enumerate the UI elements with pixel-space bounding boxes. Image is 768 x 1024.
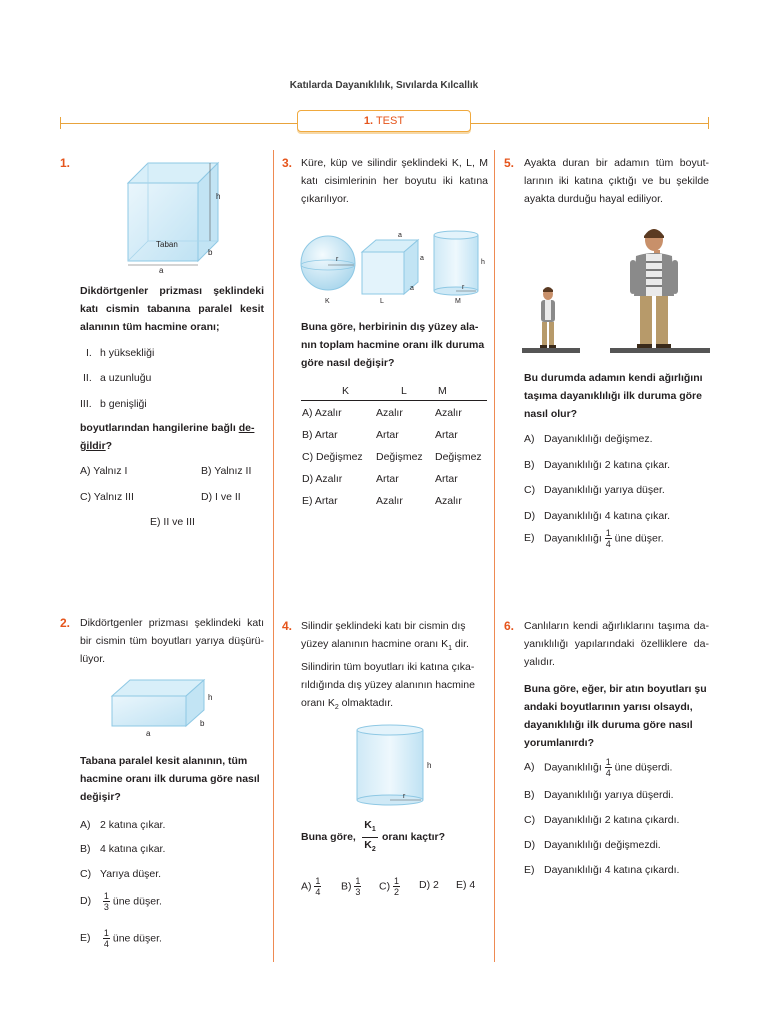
- fraction: $\frac{1}{2}$: [394, 876, 400, 897]
- svg-text:a: a: [398, 232, 402, 239]
- q4-option-d[interactable]: D) 2: [419, 879, 439, 891]
- prism-figure-tall: [110, 155, 250, 275]
- q4-option-e[interactable]: E) 4: [456, 879, 476, 891]
- q2-option-a[interactable]: A) 2 katına çıkar.: [80, 819, 166, 831]
- prism1-b-label: b: [208, 248, 213, 257]
- prism1-taban-label: Taban: [156, 240, 178, 249]
- svg-text:r: r: [462, 284, 465, 291]
- page-title: Katılarda Dayanıklılık, Sıvılarda Kılcallık: [289, 80, 479, 91]
- q5-option-c[interactable]: C) Dayanıklılığı yarıya düşer.: [524, 484, 665, 496]
- q5-option-e[interactable]: E) Dayanıklılığı $\frac{1}{4}$ üne düşer.: [524, 528, 664, 549]
- header-rule-left: [60, 123, 298, 124]
- q4-question: Buna göre, $K_1$ $K_2$ oranı kaçtır?: [301, 819, 446, 854]
- q3-option-b[interactable]: B) Artar: [302, 429, 338, 441]
- q3-option-d-l: Artar: [376, 473, 399, 485]
- svg-text:a: a: [420, 255, 424, 262]
- q5-question: Bu durumda adamın kendi ağırlığını taşıma dayanıklılığı ilk duruma göre nasıl olur?: [524, 372, 703, 420]
- test-badge: [297, 110, 471, 132]
- q5-stem: Ayakta duran bir adamın tüm boyut- larının iki katına çıktığı ve bu şekilde ayakta durduğu hayal ediliyor.: [524, 157, 709, 205]
- fraction: $\frac{1}{4}$: [315, 876, 321, 897]
- q3-header-k: K: [342, 385, 350, 397]
- q1-item-3: III. b genişliği: [80, 398, 147, 410]
- q2-option-e[interactable]: E) $\frac{1}{4}$ üne düşer.: [80, 928, 162, 949]
- q3-option-c-m: Değişmez: [435, 451, 482, 463]
- fraction: $\frac{1}{4}$: [605, 757, 611, 778]
- q2-question: Tabana paralel kesit alanının, tüm hacmine oranı ilk duruma göre nasıl değişir?: [80, 755, 260, 803]
- q6-option-a[interactable]: A) Dayanıklılığı $\frac{1}{4}$ üne düşerdi.: [524, 757, 673, 778]
- q1-option-a[interactable]: A) Yalnız I: [80, 465, 128, 477]
- q5-option-d[interactable]: D) Dayanıklılığı 4 katına çıkar.: [524, 510, 671, 522]
- question-number-4: 4.: [282, 619, 293, 633]
- q1-question: boyutlarından hangilerine bağlı de- ğildir?: [80, 422, 255, 452]
- test-label: TEST: [375, 115, 405, 127]
- q3-question: Buna göre, herbirinin dış yüzey ala- nın toplam hacmine oranı ilk duruma göre nasıl değişir?: [301, 321, 485, 369]
- q3-header-l: L: [401, 385, 407, 397]
- q6-stem: Canlıların kendi ağırlıklarını taşıma da- yanıklılığı yapılarındaki özelliklere da- yalıdır.: [524, 620, 709, 668]
- svg-text:h: h: [427, 761, 432, 770]
- prism2-b-label: b: [200, 719, 205, 728]
- q4-option-b[interactable]: B) $\frac{1}{3}$: [341, 876, 361, 897]
- cylinder-figure: [353, 722, 437, 808]
- fraction: $\frac{1}{4}$: [103, 928, 109, 949]
- q6-question: Buna göre, eğer, bir atın boyutları şu andaki boyutlarının yarısı olsaydı, dayanıklılığı ilk duruma göre nasıl yorumlanırdı?: [524, 683, 707, 749]
- q3-option-a-m: Azalır: [435, 407, 462, 419]
- svg-text:K: K: [325, 298, 330, 305]
- q4-option-a[interactable]: A) $\frac{1}{4}$: [301, 876, 321, 897]
- shapes-figure-klm: [298, 228, 494, 308]
- prism1-a-label: a: [159, 266, 164, 275]
- q3-option-b-m: Artar: [435, 429, 458, 441]
- q4-stem: Silindir şeklindeki katı bir cismin dış yüzey alanının hacmine oranı $K_1$ dir. Silindirin tüm boyutları iki katına çıka- rıldığında dış yüzey alanının hacmine oranı $K_2$ olmaktadır.: [301, 620, 475, 712]
- q3-option-c[interactable]: C) Değişmez: [302, 451, 363, 463]
- question-number-6: 6.: [504, 619, 515, 633]
- header-tick-left: [60, 117, 61, 129]
- q3-stem: Küre, küp ve silindir şeklindeki K, L, M katı cisimlerinin her boyutu iki katına çıkarılıyor.: [301, 157, 488, 205]
- svg-text:a: a: [410, 285, 414, 292]
- q3-table-rule: [301, 400, 487, 401]
- q2-option-d[interactable]: D) $\frac{1}{3}$ üne düşer.: [80, 891, 162, 912]
- q1-stem: Dikdörtgenler prizması şeklindeki katı cismin tabanına paralel kesit alanının tüm hacmine oranı;: [80, 285, 264, 333]
- q6-option-c[interactable]: C) Dayanıklılığı 2 katına çıkardı.: [524, 814, 680, 826]
- q4-option-c[interactable]: C) $\frac{1}{2}$: [379, 876, 400, 897]
- question-number-5: 5.: [504, 156, 515, 170]
- q1-option-b[interactable]: B) Yalnız II: [201, 465, 252, 477]
- men-figure: [522, 224, 712, 358]
- svg-text:L: L: [380, 298, 384, 305]
- small-man-icon: [540, 287, 556, 348]
- q1-option-d[interactable]: D) I ve II: [201, 491, 241, 503]
- q3-option-c-l: Değişmez: [376, 451, 423, 463]
- column-divider-2: [494, 150, 495, 962]
- prism1-h-label: h: [216, 192, 221, 201]
- svg-text:M: M: [455, 298, 461, 305]
- q6-option-e[interactable]: E) Dayanıklılığı 4 katına çıkardı.: [524, 864, 680, 876]
- big-man-icon: [630, 229, 678, 348]
- question-number-1: 1.: [60, 156, 71, 170]
- q2-option-b[interactable]: B) 4 katına çıkar.: [80, 843, 166, 855]
- fraction: $\frac{1}{3}$: [103, 891, 109, 912]
- header-rule-right: [471, 123, 709, 124]
- q6-option-b[interactable]: B) Dayanıklılığı yarıya düşerdi.: [524, 789, 674, 801]
- header-tick-right: [708, 117, 709, 129]
- prism2-a-label: a: [146, 729, 151, 738]
- q1-option-c[interactable]: C) Yalnız III: [80, 491, 134, 503]
- q1-item-1: I. h yüksekliği: [86, 347, 155, 359]
- q3-option-a[interactable]: A) Azalır: [302, 407, 342, 419]
- svg-text:r: r: [336, 256, 339, 263]
- q3-option-d-m: Artar: [435, 473, 458, 485]
- q2-option-c[interactable]: C) Yarıya düşer.: [80, 868, 162, 880]
- q5-option-a[interactable]: A) Dayanıklılığı değişmez.: [524, 433, 653, 445]
- q3-option-e[interactable]: E) Artar: [302, 495, 338, 507]
- prism-figure-flat: [108, 676, 223, 738]
- prism2-h-label: h: [208, 693, 213, 702]
- q6-option-d[interactable]: D) Dayanıklılığı değişmezdi.: [524, 839, 661, 851]
- column-divider-1: [273, 150, 274, 962]
- q1-option-e[interactable]: E) II ve III: [150, 516, 195, 528]
- q2-stem: Dikdörtgenler prizması şeklindeki katı bir cismin tüm boyutları yarıya düşürü- lüyor.: [80, 617, 264, 665]
- test-number: 1.: [363, 115, 374, 127]
- q5-option-b[interactable]: B) Dayanıklılığı 2 katına çıkar.: [524, 459, 671, 471]
- q1-item-2: II. a uzunluğu: [83, 372, 152, 384]
- q3-option-e-m: Azalır: [435, 495, 462, 507]
- q3-option-d[interactable]: D) Azalır: [302, 473, 343, 485]
- q3-header-m: M: [438, 385, 447, 397]
- svg-text:h: h: [481, 259, 485, 266]
- fraction: $\frac{1}{3}$: [355, 876, 361, 897]
- svg-text:r: r: [403, 793, 406, 800]
- q3-option-e-l: Azalır: [376, 495, 403, 507]
- fraction: $\frac{1}{4}$: [605, 528, 611, 549]
- question-number-2: 2.: [60, 616, 71, 630]
- q3-option-a-l: Azalır: [376, 407, 403, 419]
- q3-option-b-l: Artar: [376, 429, 399, 441]
- question-number-3: 3.: [282, 156, 293, 170]
